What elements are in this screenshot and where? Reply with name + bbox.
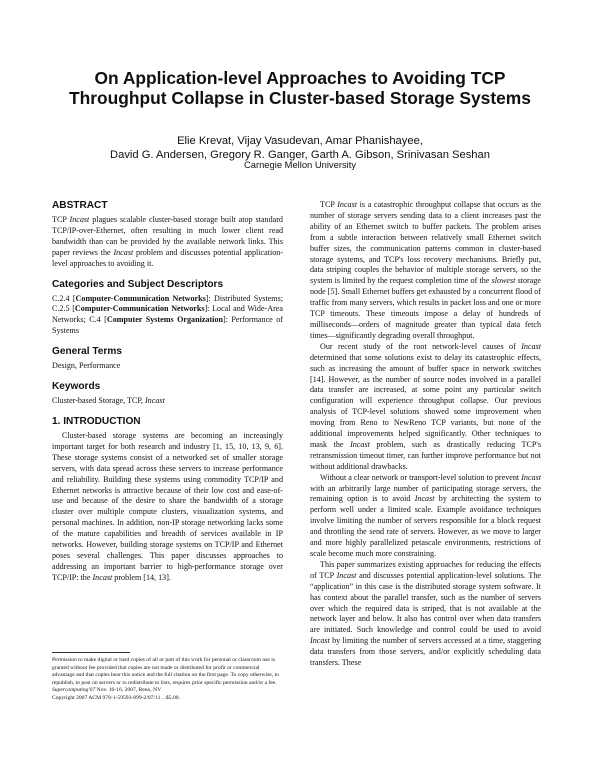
title-line-2: Throughput Collapse in Cluster-based Storage Systems [69, 88, 531, 108]
right-column [310, 200, 541, 669]
categories-text: C.2.4 [Computer-Communication Networks]: Distributed Systems; C.2.5 [Computer-Communication Networks]: Local and Wide-Area Networks; C.4 [Computer Systems Organization]: Performance of Systems [52, 293, 283, 336]
general-terms-heading: General Terms [52, 346, 122, 358]
abstract-heading: ABSTRACT [52, 200, 108, 211]
body-paragraph: Without a clear network or transport-level solution to prevent Incast with an arbitrarily large number of participating storage servers, the remaining option is to avoid Incast by architecting the system to perform well under a limited scale. Example avoidance techniques involve limiting the number of servers responsible for a block request and throttling the send rate of servers. However, as we move to larger and more highly parallelized petascale environments, restrictions of scale become much more constraining. [310, 472, 541, 558]
title-line-1: On Application-level Approaches to Avoiding TCP [94, 68, 506, 88]
categories-heading: Categories and Subject Descriptors [52, 278, 224, 290]
keywords-heading: Keywords [52, 381, 101, 393]
affiliation: Carnegie Mellon University [243, 159, 357, 170]
body-paragraph: TCP Incast is a catastrophic throughput collapse that occurs as the number of storage servers sending data to a client increases past the ability of an Ethernet switch to buffer packets. The problem arises from a subtle interaction between relatively small Ethernet switch buffer sizes, the communication patterns common in cluster-based storage systems, and TCP's loss recovery mechanisms. Briefly put, data striping couples the behavior of multiple storage servers, so the system is limited by the request completion time of the slowest storage node [5]. Small Ethernet buffers get exhausted by a concurrent flood of traffic from many servers, which results in packet loss and one or more TCP timeouts. These timeouts impose a delay of hundreds of milliseconds—orders of magnitude greater than typical data fetch times—significantly degrading overall throughput. [310, 200, 541, 340]
general-terms-text: Design, Performance [52, 361, 121, 371]
author-list [40, 134, 560, 162]
body-paragraph: This paper summarizes existing approaches for reducing the effects of TCP Incast and discusses potential application-level solutions. The “application” in this case is the distributed storage system software. It has context about the parallel transfer, such as the number of servers over which the required data is striped, that is not available at the network layer and below. It also has control over when data transfers are initiated. Such knowledge and control could be used to avoid Incast by limiting the number of servers accessed at a time, staggering data transfers from those servers, and/or explicitly scheduling data transfers. These [310, 559, 541, 668]
permission-text: Permission to make digital or hard copies of all or part of this work for personal or classroom use is granted without fee provided that copies are not made or distributed for profit or commercial advantage and that copies bear this notice and the full citation on the first page. To copy otherwise, to republish, to post on servers or to redistribute to lists, requires prior specific permission and/or a fee. [52, 657, 279, 686]
keywords-text: Cluster-based Storage, TCP, Incast [52, 396, 165, 406]
left-column [52, 200, 283, 584]
abstract-text: TCP Incast plagues scalable cluster-based storage built atop standard TCP/IP-over-Ethernet, often resulting in much lower client read bandwidth than can be provided by the available network links. This paper reviews the Incast problem and discusses potential application-level approaches to avoiding it. [52, 215, 283, 268]
authors-line-1: Elie Krevat, Vijay Vasudevan, Amar Phanishayee, [177, 135, 423, 147]
introduction-paragraph: Cluster-based storage systems are becoming an increasingly important target for both research and industry [1, 15, 10, 13, 9, 6]. These storage systems consist of a networked set of smaller storage servers, with data spread across these servers to increase performance and reliability. Building these systems using commodity TCP/IP and Ethernet networks is attractive because of their low cost and ease-of-use and because of the desire to share the bandwidth of a storage cluster over multiple compute clusters, visualization systems, and personal machines. In addition, non-IP storage networking lacks some of the mature capabilities and breadth of services available in IP networks. However, building storage systems on TCP/IP and Ethernet poses several challenges. This paper discusses approaches to addressing an important barrier to high-performance storage over TCP/IP: the Incast problem [14, 13]. [52, 430, 283, 582]
venue-line: Supercomputing'07 Nov. 10-16, 2007, Reno, NV [52, 687, 162, 694]
copyright-line: Copyright 2007 ACM 978-1-59593-899-2/07/11 ...$5.00. [52, 694, 180, 701]
authors-line-2: David G. Andersen, Gregory R. Ganger, Garth A. Gibson, Srinivasan Seshan [110, 149, 490, 161]
footnote-rule [52, 652, 130, 653]
permission-footnote [52, 657, 283, 703]
body-paragraph: Our recent study of the root network-level causes of Incast determined that some solutions exist to delay its catastrophic effects, such as increasing the amount of buffer space in network switches [14]. However, as the number of source nodes involved in a parallel data transfer are increased, at some point any particular switch configuration will experience throughput collapse. Our previous analysis of TCP-level solutions showed some improvement when moving from Reno to NewReno TCP variants, but none of the additional improvements helped significantly. Other techniques to mask the Incast problem, such as drastically reducing TCP's retransmission timeout timer, can further improve performance but not without additional drawbacks. [310, 341, 541, 471]
paper-title [40, 68, 560, 108]
introduction-heading: 1. INTRODUCTION [52, 415, 141, 427]
